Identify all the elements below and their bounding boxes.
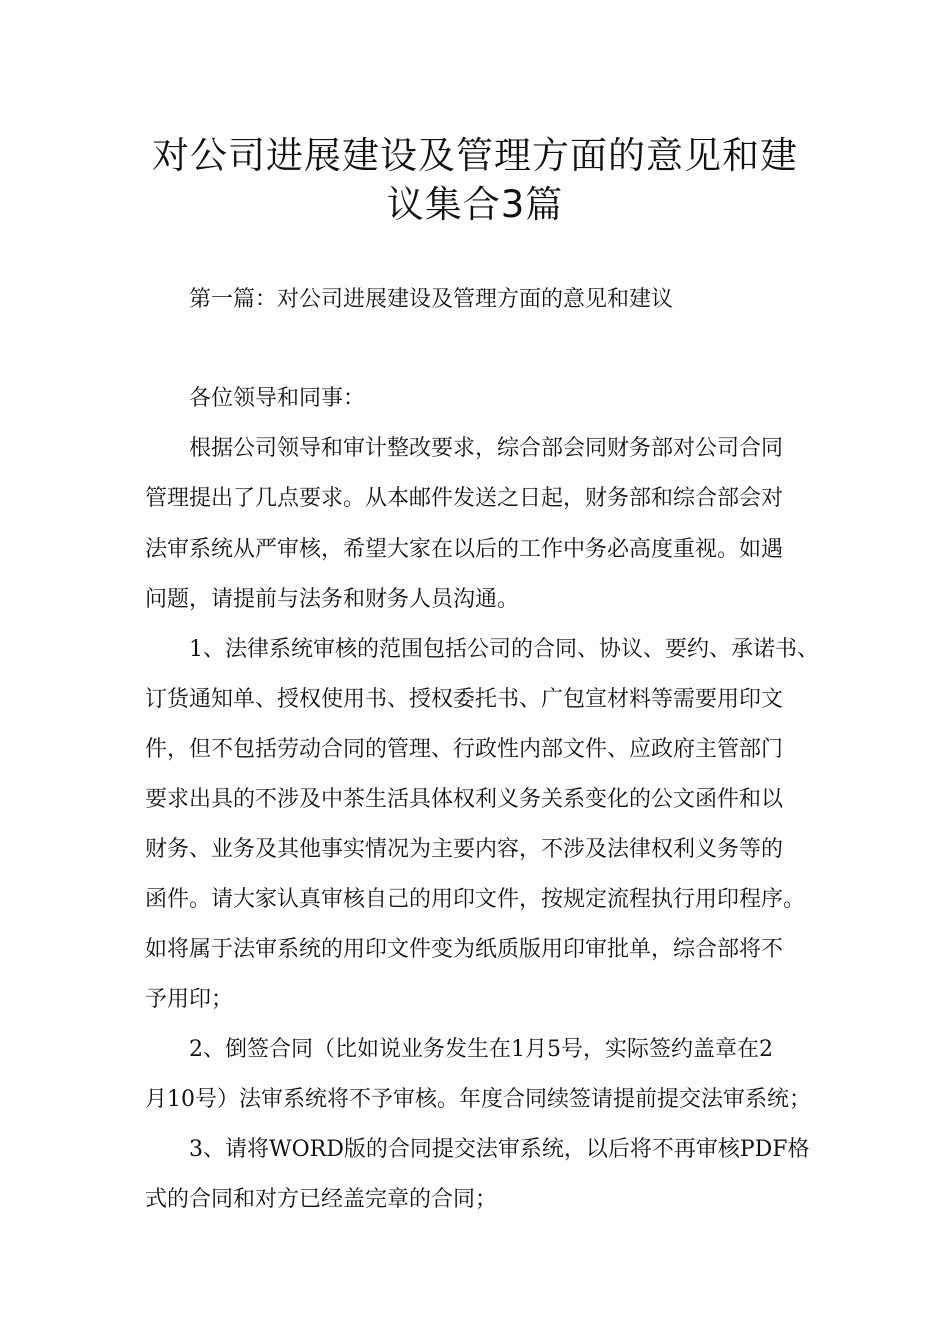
body-line: 要求出具的不涉及中茶生活具体权利义务关系变化的公文函件和以 bbox=[145, 787, 784, 812]
body-line: 式的合同和对方已经盖完章的合同； bbox=[145, 1187, 498, 1212]
body-line: 3、请将WORD版的合同提交法审系统，以后将不再审核PDF格 bbox=[189, 1137, 810, 1162]
body-line: 问题，请提前与法务和财务人员沟通。 bbox=[145, 587, 520, 612]
body-line: 管理提出了几点要求。从本邮件发送之日起，财务部和综合部会对 bbox=[145, 486, 784, 511]
salutation: 各位领导和同事： bbox=[189, 386, 366, 411]
body-line: 予用印； bbox=[145, 987, 234, 1012]
document-title-line-1: 对公司进展建设及管理方面的意见和建 bbox=[152, 134, 798, 177]
body-line: 1、法律系统审核的范围包括公司的合同、协议、要约、承诺书、 bbox=[189, 637, 819, 662]
body-line: 如将属于法审系统的用印文件变为纸质版用印审批单，综合部将不 bbox=[145, 937, 784, 962]
body-line: 根据公司领导和审计整改要求，综合部会同财务部对公司合同 bbox=[189, 436, 784, 461]
body-line: 件，但不包括劳动合同的管理、行政性内部文件、应政府主管部门 bbox=[145, 737, 784, 762]
body-line: 财务、业务及其他事实情况为主要内容，不涉及法律权利义务等的 bbox=[145, 837, 784, 862]
body-line: 法审系统从严审核，希望大家在以后的工作中务必高度重视。如遇 bbox=[145, 537, 784, 562]
body-line: 函件。请大家认真审核自己的用印文件，按规定流程执行用印程序。 bbox=[145, 887, 806, 912]
body-line: 月10号）法审系统将不予审核。年度合同续签请提前提交法审系统； bbox=[145, 1087, 811, 1112]
body-line: 订货通知单、授权使用书、授权委托书、广包宣材料等需要用印文 bbox=[145, 687, 784, 712]
document-title-line-2: 议集合3篇 bbox=[386, 183, 564, 226]
body-line: 2、倒签合同（比如说业务发生在1月5号，实际签约盖章在2 bbox=[189, 1037, 773, 1062]
section-heading: 第一篇：对公司进展建设及管理方面的意见和建议 bbox=[189, 287, 674, 312]
